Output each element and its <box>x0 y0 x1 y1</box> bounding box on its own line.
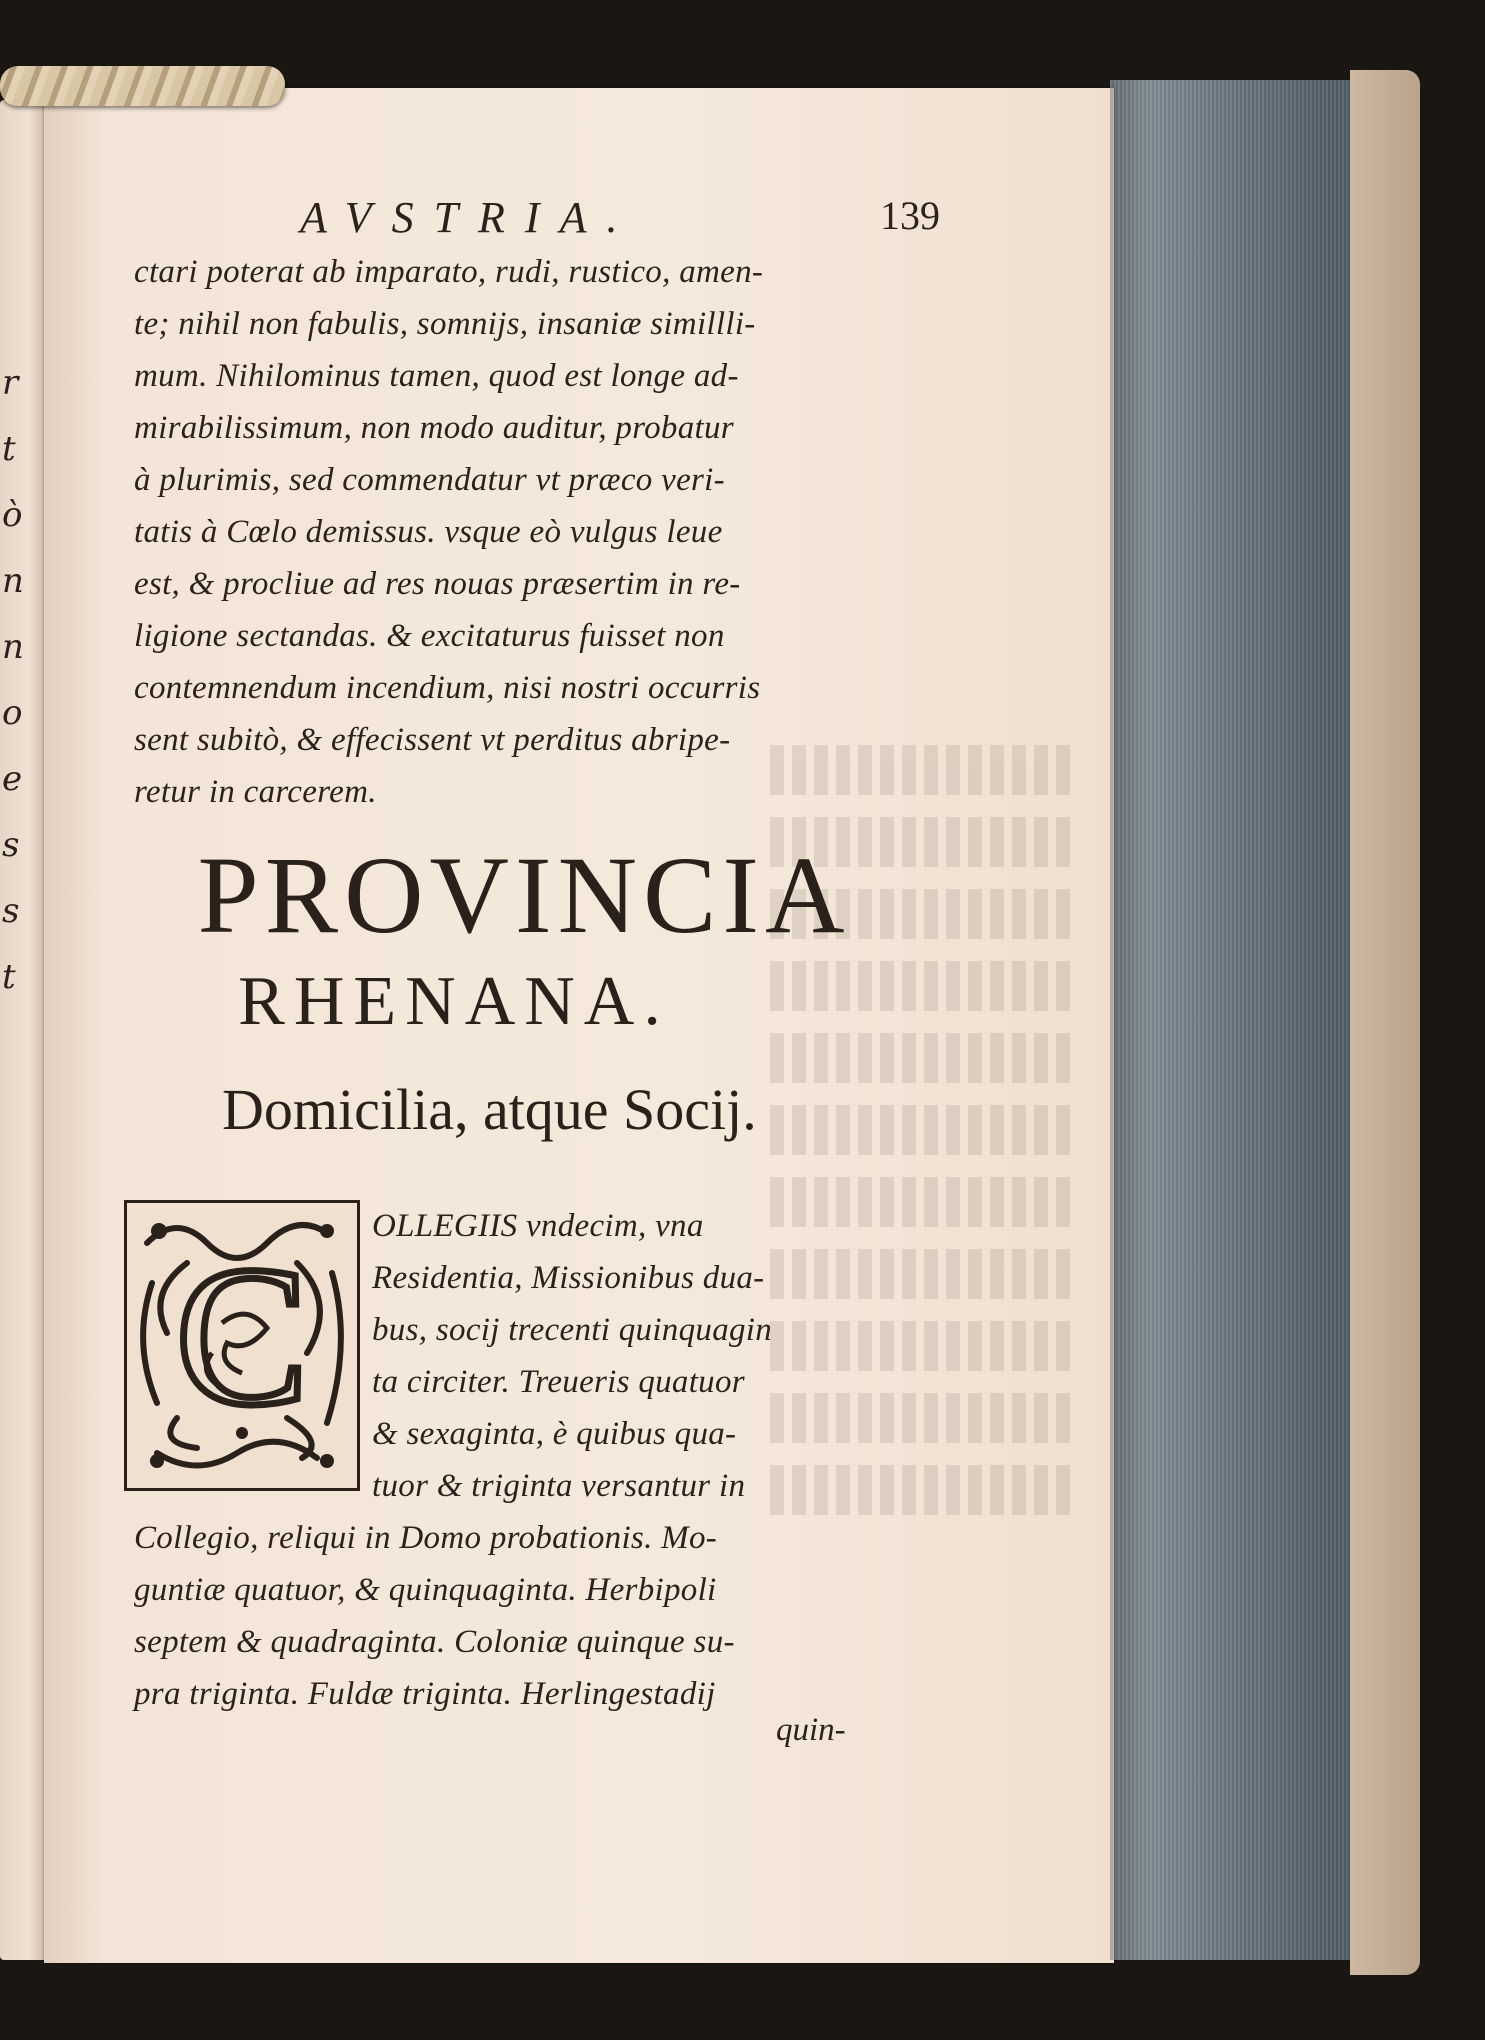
paragraph-continued <box>134 1512 934 1720</box>
ornament-initial-icon <box>127 1203 357 1488</box>
margin-letter: t <box>2 429 16 469</box>
previous-page-sliver <box>0 100 48 1960</box>
body-text <box>134 246 914 818</box>
text-line: contemnendum incendium, nisi nostri occurris <box>134 670 761 706</box>
margin-letter: n <box>2 627 24 667</box>
binding-cord <box>0 66 285 106</box>
initial-letter: C <box>175 1226 309 1447</box>
margin-letter: r <box>2 363 19 403</box>
text-line: est, & procliue ad res nouas præsertim in re- <box>134 566 741 602</box>
text-line: retur in carcerem. <box>134 774 377 810</box>
margin-letter: o <box>2 693 23 733</box>
section-title: PROVINCIA <box>197 834 851 956</box>
text-line: tuor & triginta versantur in <box>372 1468 746 1504</box>
text-line: à plurimis, sed commendatur vt præco veri- <box>134 462 725 498</box>
text-line: Residentia, Missionibus dua- <box>372 1260 765 1296</box>
margin-letter: n <box>2 561 24 601</box>
text-line: tatis à Cœlo demissus. vsque eò vulgus leue <box>134 514 723 550</box>
text-line: mum. Nihilominus tamen, quod est longe ad- <box>134 358 739 394</box>
text-line: mirabilissimum, non modo auditur, probatur <box>134 410 734 446</box>
text-line: ta circiter. Treueris quatuor <box>372 1364 745 1400</box>
text-line: Collegio, reliqui in Domo probationis. Mo- <box>134 1520 718 1556</box>
text-line: guntiæ quatuor, & quinquaginta. Herbipoli <box>134 1572 717 1608</box>
decorated-initial-c <box>124 1200 360 1491</box>
gutter-shadow <box>1110 80 1150 1960</box>
cover-edge <box>1350 70 1420 1975</box>
text-line: septem & quadraginta. Coloniæ quinque su- <box>134 1624 735 1660</box>
text-line: ligione sectandas. & excitaturus fuisset non <box>134 618 725 654</box>
page-number: 139 <box>880 193 940 238</box>
text-line: pra triginta. Fuldæ triginta. Herlingestadij <box>134 1676 716 1712</box>
running-title: AVSTRIA. <box>300 193 638 242</box>
text-line: & sexaginta, è quibus qua- <box>372 1416 737 1452</box>
margin-letter: e <box>2 759 23 799</box>
text-line: te; nihil non fabulis, somnijs, insaniæ simillli- <box>134 306 756 342</box>
section-subtitle: RHENANA. <box>238 963 670 1040</box>
text-line: ctari poterat ab imparato, rudi, rustico, amen- <box>134 254 764 290</box>
section-heading: Domicilia, atque Socij. <box>222 1077 757 1142</box>
margin-letter: ò <box>2 495 23 535</box>
margin-letter: t <box>2 957 16 997</box>
previous-page-margin <box>2 350 42 1010</box>
page-header <box>300 192 940 252</box>
text-line: OLLEGIIS vndecim, vna <box>372 1208 704 1244</box>
text-line: sent subitò, & effecissent vt perditus abripe- <box>134 722 731 758</box>
catchword: quin- <box>776 1712 846 1748</box>
margin-letter: s <box>2 891 20 931</box>
paragraph-beside-initial <box>372 1200 932 1512</box>
text-line: bus, socij trecenti quinquagin <box>372 1312 773 1348</box>
margin-letter: s <box>2 825 20 865</box>
